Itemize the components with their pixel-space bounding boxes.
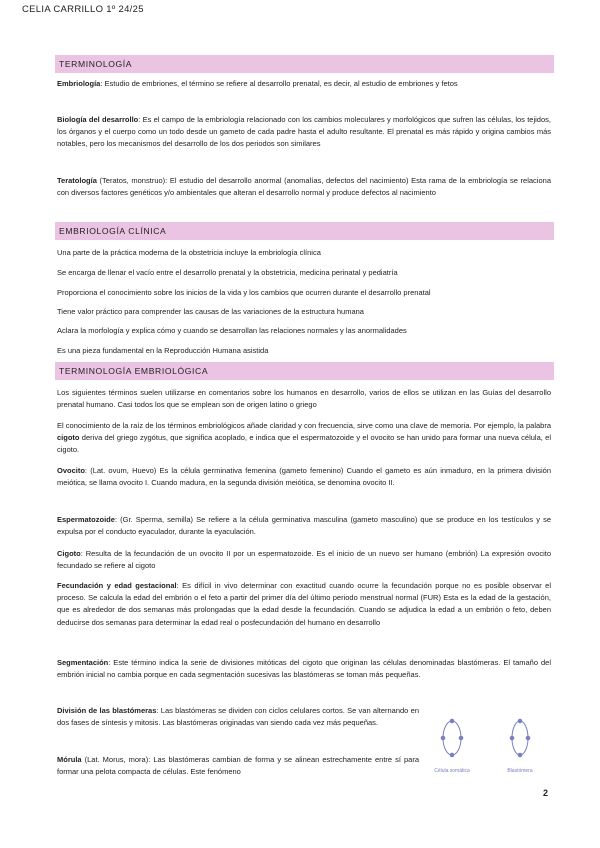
clinica-item: Una parte de la práctica moderna de la obstetricia incluye la embriología clínica [57,248,321,257]
term-label: División de las blastómeras [57,706,157,715]
term-text: : Es difícil in vivo determinar con exactitud cuando ocurre la fecundación porque no es posible observar el proceso. Se calcula la edad del embrión o el feto a partir del primer día del último periodo menstrual normal (FUR) Esta es la edad de la gestación, que es alrededor de dos semanas más prolongadas que la edad desde la fecundación. Cuando se adjudica la edad a un embrión o feto, deben deducirse dos semanas para determinar la edad real o posfecundación del humano en desarrollo [57,581,551,627]
blastomere-cycle-diagram [510,719,530,757]
term-division-blastomeras [57,705,419,729]
somatic-cell-cycle-diagram [441,719,463,757]
section-terminologia: TERMINOLOGÍA [55,55,554,73]
page-number: 2 [543,788,549,798]
term-label: Biología del desarrollo [57,115,139,124]
term-cigoto [57,548,551,572]
term-text: : (Gr. Sperma, semilla) Se refiere a la célula germinativa masculina (gameto masculino) que se produce en los testículos y se expulsa por el conducto eyaculador, durante la eyaculación. [57,515,551,537]
term-teratologia [57,175,551,199]
intro-keyword: cigoto [57,433,80,443]
term-text: : (Lat. ovum, Huevo) Es la célula germinativa femenina (gameto femenino) Cuando el gameto es aún inmaduro, en la primera división meiótica, se llama ovocito I. Cuando madura, en la segunda división meiótica, se denomina ovocito II. [57,466,551,488]
term-label: Ovocito [57,466,85,475]
clinica-item: Aclara la morfología y explica cómo y cuando se desarrollan las relaciones normales y las anormalidades [57,326,407,335]
term-biologia-desarrollo [57,114,551,151]
term-morula [57,754,419,778]
term-fecundacion [57,580,551,629]
term-text: : Estudio de embriones, el término se refiere al desarrollo prenatal, es decir, al estudio de embriones y fetos [100,79,458,88]
term-ovocito [57,465,551,489]
clinica-item: Proporciona el conocimiento sobre los inicios de la vida y los cambios que ocurren durante el desarrollo prenatal [57,288,431,297]
term-label: Mórula [57,755,82,764]
term-espermatozoide [57,514,551,538]
term-text: (Teratos, monstruo): El estudio del desarrollo anormal (anomalías, defectos del nacimiento) Esta rama de la embriología se relaciona con diversos factores genéticos y/o ambientales que alteran el desarrollo normal y produce defectos al nacimiento [57,176,551,198]
term-label: Cigoto [57,549,81,558]
term-label: Embriología [57,79,101,88]
term-text: : Es el campo de la embriología relacionado con los cambios moleculares y morfológicos que sufren las células, los tejidos, los órganos y el cuerpo como un todo desde un gameto de cada padre hasta el adulto resultante. El prenatal es más rápido y origina cambios más notables, pero los mecanismos del desarrollo de los dos periodos son similares [57,115,551,149]
section-embriologia-clinica: EMBRIOLOGÍA CLÍNICA [55,222,554,240]
intro-cigoto-paragraph [57,420,551,457]
intro-paragraph: Los siguientes términos suelen utilizarse en comentarios sobre los humanos en desarrollo, varios de ellos se utilizan en las Guías del desarrollo prenatal humano. Casi todos los que se emplean son de origen latino o griego [57,388,551,410]
term-label: Teratología [57,176,97,185]
term-text: (Lat. Morus, mora): Las blastómeras cambian de forma y se alinean estrechamente entre sí para formar una pelota compacta de células. Este fenómeno [57,755,419,777]
document-header: CELIA CARRILLO 1º 24/25 [22,4,144,15]
term-label: Fecundación y edad gestacional [57,581,177,590]
term-label: Espermatozoide [57,515,115,524]
intro-text: El conocimiento de la raíz de los términos embriológicos añade claridad y con frecuencia, sirve como una clave de memoria. Por ejemplo, la palabra [57,421,551,430]
cell-division-figure [428,708,558,780]
term-text: : Este término indica la serie de divisiones mitóticas del cigoto que originan las células denominadas blastómeras. El tamaño del embrión inicial no cambia porque en cada segmentación sucesivas las blastómeras se toman más pequeñas. [57,658,551,680]
term-text: : Resulta de la fecundación de un ovocito II por un espermatozoide. Es el inicio de un nuevo ser humano (embrión) La expresión ovocito fecundado se refiere al cigoto [57,549,551,571]
term-label: Segmentación [57,658,109,667]
clinica-item: Tiene valor práctico para comprender las causas de las variaciones de la estructura humana [57,307,364,316]
section-terminologia-embriologica: TERMINOLOGÍA EMBRIOLÓGICA [55,362,554,380]
term-embriologia [57,78,551,90]
term-text: : Las blastómeras se dividen con ciclos celulares cortos. Se van alternando en dos fases de síntesis y mitosis. Las blastómeras originadas van siendo cada vez más pequeñas. [57,706,419,728]
clinica-item: Se encarga de llenar el vacío entre el desarrollo prenatal y la obstetricia, medicina perinatal y pediatría [57,268,398,277]
clinica-item: Es una pieza fundamental en la Reproducción Humana asistida [57,346,269,355]
figure-label-somatic: Célula somática [434,768,470,774]
figure-label-blastomere: Blastómera [507,768,533,774]
intro-text: deriva del griego zygótus, que significa acoplado, e indica que el espermatozoide y el ovocito se han unido para formar una nueva célula, el cigoto. [57,433,551,455]
term-segmentacion [57,657,551,681]
